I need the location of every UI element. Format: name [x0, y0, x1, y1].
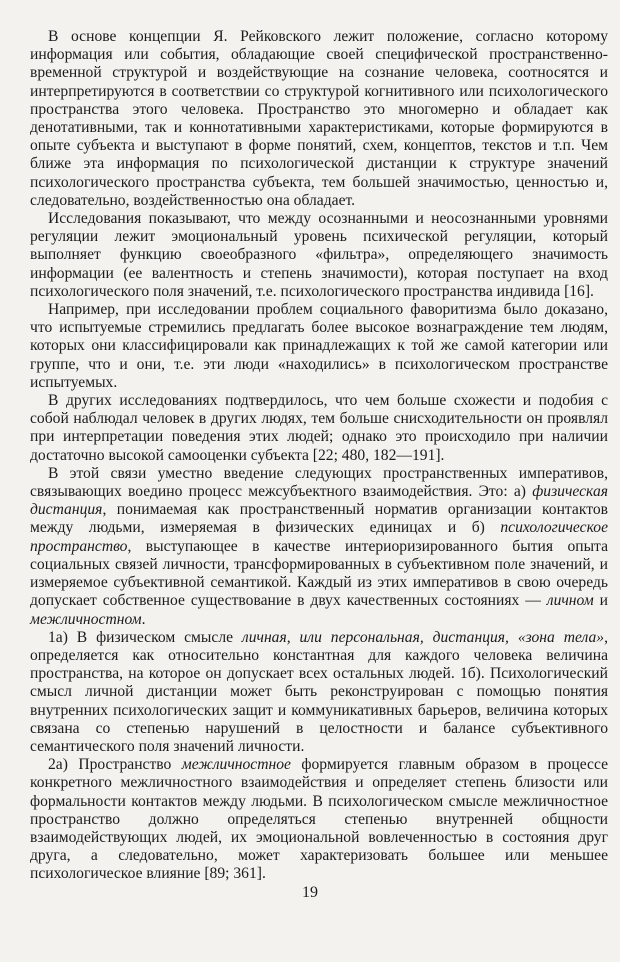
paragraph-7: 2а) Пространство межличностное формируется главным образом в процессе конкретного межличностного взаимодействия и определяет степень близости или формальности контактов между людьми. В психологическом смысле межличностное пространство должно определяться степенью внутренней общности взаимодействующих людей, их эмоциональной вовлеченностью в состояния друг друга, а следовательно, может характеризовать большее или меньшее психологическое влияние [89; 361].	[30, 756, 609, 883]
term-personal-distance: личная, или персональная, дистанция, «зона тела»	[241, 628, 605, 646]
term-personal: личном	[546, 592, 594, 610]
paragraph-5: В этой связи уместно введение следующих пространственных императивов, связывающих воедино процесс межсубъектного взаимодействия. Это: а) физическая дистанция, понимаемая как пространственный норматив организации контактов между людьми, измеряемая в физических единицах и б) психологическое пространство, выступающее в качестве интериоризированного бытия опыта социальных связей личности, трансформированных в субъективном поле значений, и измеряемое субъективной семантикой. Каждый из этих императивов в свою очередь допускает собственное существование в двух качественных состояниях — личном и межличностном.	[30, 464, 608, 628]
paragraph-3: Например, при исследовании проблем социального фаворитизма было доказано, что испытуемые стремились предлагать более высокое вознаграждение тем людям, которых они классифицировали как принадлежащих к той же самой категории или группе, что и они, т.е. эти люди «находились» в психологическом пространстве испытуемых.	[30, 301, 608, 391]
paragraph-2: Исследования показывают, что между осознанными и неосознанными уровнями регуляции лежит эмоциональный уровень психической регуляции, который выполняет функцию своеобразного «фильтра», определяющего значимость информации (ее валентность и степень значимости), которая поступает на вход психологического поля значений, т.е. психологического пространства индивида [16].	[30, 210, 608, 300]
paragraph-6: 1а) В физическом смысле личная, или персональная, дистанция, «зона тела», определяется как относительно константная для каждого человека величина пространства, на которое он допускает всех остальных людей. 1б). Психологический смысл личной дистанции может быть реконструирован с помощью понятия внутренних психологических защит и коммуникативных барьеров, величина которых связана со степенью нарушений в целостности и балансе субъективного семантического поля значений личности.	[30, 628, 608, 755]
document-page	[30, 28, 608, 884]
term-interpersonal: межличностном	[30, 610, 142, 628]
paragraph-4: В других исследованиях подтвердилось, что чем больше схожести и подобия с собой наблюдал человек в других людях, тем больше снисходительности он проявлял при интерпретации поведения этих людей; однако это происходило при наличии достаточно высокой самооценки субъекта [22; 480, 182—191].	[30, 392, 608, 464]
term-psychological-space: психологическое пространство	[30, 519, 608, 555]
term-interpersonal-space: межличностное	[181, 756, 291, 774]
page-number: 19	[302, 884, 318, 901]
paragraph-1: В основе концепции Я. Рейковского лежит положение, согласно которому информация или события, обладающие своей специфической пространственно-временной структурой и воздействующие на сознание человека, соотносятся и интерпретируются в соответствии со структурой когнитивного или психологического пространства этого человека. Пространство это многомерно и обладает как денотативными, так и коннотативными характеристиками, которые формируются в опыте субъекта и выступают в форме понятий, схем, концептов, текстов и т.п. Чем ближе эта информация по психологической дистанции к структуре значений психологического пространства субъекта, тем большей значимостью, ценностью и, следовательно, воздейственностью она обладает.	[30, 28, 608, 209]
term-physical-distance: физическая дистанция	[30, 483, 608, 519]
